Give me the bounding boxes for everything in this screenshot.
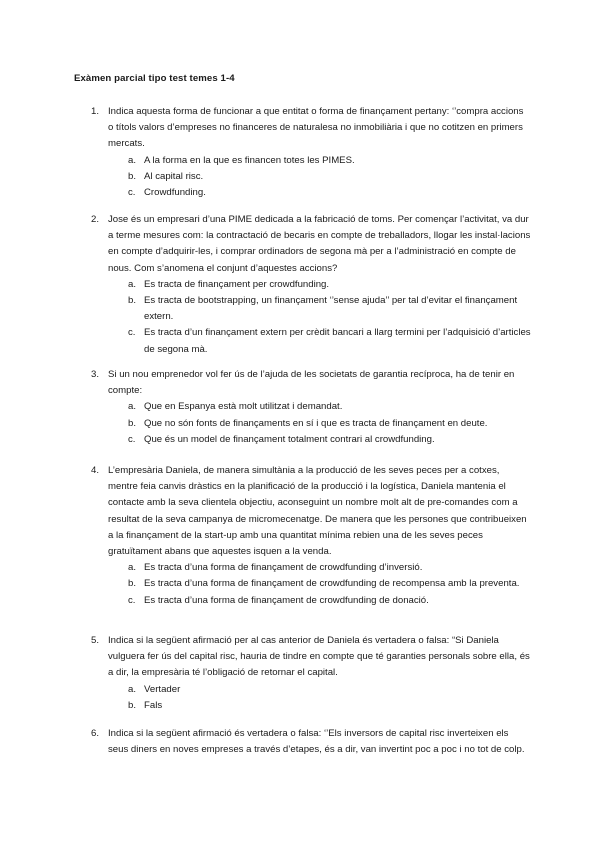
- question-text: Si un nou emprenedor vol fer ús de l’ajuda de les societats de garantia recíproca, ha de tenir en compte:: [108, 369, 515, 397]
- option-letter: b.: [128, 699, 137, 711]
- options-list: [108, 153, 531, 202]
- option-a[interactable]: [108, 277, 531, 293]
- option-b[interactable]: [108, 698, 531, 714]
- question-text: Indica si la següent afirmació per al cas anterior de Daniela és vertadera o falsa: “Si Daniela vulguera fer ús del capital risc, hauria de tindre en compte que té garanties personals sobre ella, és a dir, la empresària té l’obligació de retornar el capital.: [108, 635, 530, 679]
- question-number: 5.: [91, 635, 100, 646]
- option-letter: c.: [128, 187, 136, 199]
- option-text: A la forma en la que es financen totes les PIMES.: [144, 154, 355, 166]
- options-list: [108, 560, 531, 609]
- option-letter: b.: [128, 295, 137, 307]
- question-number: 3.: [91, 369, 100, 380]
- option-c[interactable]: [108, 432, 531, 448]
- option-text: Al capital risc.: [144, 170, 204, 182]
- option-c[interactable]: [108, 325, 531, 357]
- question-number: 2.: [91, 214, 100, 225]
- option-text: Fals: [144, 699, 163, 711]
- option-letter: a.: [128, 401, 137, 413]
- option-b[interactable]: [108, 576, 531, 592]
- question-text: L’empresària Daniela, de manera simultània a la producció de les seves peces per a cotxes, mentre feia canvis dràstics en la planificació de la producció i la logística, Daniela mantenia el contacte amb la seva clientela objectiu, aconseguint un nombre molt alt de pre-comandes com a resultat de la seva campanya de micromecenatge. De manera que les persones que contribueixen a la finançament de la start-up amb una quantitat mínima rebien una de les seves peces gratuïtament abans que aquestes isquen a la venda.: [108, 465, 527, 558]
- option-text: Vertader: [144, 683, 181, 695]
- question-text: Indica aquesta forma de funcionar a que entitat o forma de finançament pertany: ‘’compra accions o títols valors d’empreses no financeres de naturalesa no inmobiliària i que no cotitzen en primers mercats.: [108, 106, 524, 150]
- exam-title: Exàmen parcial tipo test temes 1-4: [74, 73, 235, 84]
- option-letter: a.: [128, 562, 137, 574]
- option-text: Que no són fonts de finançaments en sí i que es tracta de finançament en deute.: [144, 417, 488, 429]
- question-text: Indica si la següent afirmació és vertadera o falsa: ‘’Els inversors de capital risc inverteixen els seus diners en noves empreses a través d’etapes, és a dir, van invertint poc a poc i no tot de colp.: [108, 728, 525, 756]
- options-list: [108, 682, 531, 714]
- option-a[interactable]: [108, 399, 531, 415]
- option-text: Es tracta d’un finançament extern per crèdit bancari a llarg termini per l’adquisició d’articles de segona mà.: [144, 327, 531, 355]
- option-c[interactable]: [108, 185, 531, 201]
- question-1: [91, 104, 531, 201]
- question-3: [91, 367, 531, 448]
- option-text: Crowdfunding.: [144, 187, 206, 199]
- option-letter: a.: [128, 154, 137, 166]
- question-number: 4.: [91, 465, 100, 476]
- option-letter: c.: [128, 594, 136, 606]
- option-text: Es tracta d’una forma de finançament de crowdfunding de recompensa amb la preventa.: [144, 578, 520, 590]
- options-list: [108, 399, 531, 448]
- option-text: Es tracta de bootstrapping, un finançament ‘’sense ajuda’’ per tal d’evitar el finançament extern.: [144, 295, 518, 323]
- option-letter: b.: [128, 417, 137, 429]
- question-5: [91, 633, 531, 714]
- option-c[interactable]: [108, 593, 531, 609]
- option-letter: c.: [128, 433, 136, 445]
- option-letter: c.: [128, 327, 136, 339]
- option-text: Es tracta d’una forma de finançament de crowdfunding de donació.: [144, 594, 429, 606]
- option-text: Es tracta de finançament per crowdfunding.: [144, 278, 330, 290]
- option-letter: b.: [128, 170, 137, 182]
- option-letter: a.: [128, 278, 137, 290]
- options-list: [108, 277, 531, 358]
- question-6: [91, 726, 531, 758]
- option-letter: a.: [128, 683, 137, 695]
- question-text: Jose és un empresari d’una PIME dedicada a la fabricació de toms. Per començar l’activitat, va dur a terme mesures com: la contractació de becaris en compte de treballadors, llogar les instal·lacions en compte d’adquirir-les, i comprar ordinadors de segona mà per a l’administració en compte de nous. Com s’anomena el conjunt d’aquestes accions?: [108, 214, 531, 274]
- question-number: 1.: [91, 106, 100, 117]
- question-4: [91, 463, 531, 609]
- question-2: [91, 212, 531, 358]
- option-a[interactable]: [108, 153, 531, 169]
- option-a[interactable]: [108, 682, 531, 698]
- option-text: Es tracta d’una forma de finançament de crowdfunding d’inversió.: [144, 562, 423, 574]
- option-letter: b.: [128, 578, 137, 590]
- option-a[interactable]: [108, 560, 531, 576]
- option-b[interactable]: [108, 293, 531, 325]
- option-text: Que és un model de finançament totalment contrari al crowdfunding.: [144, 433, 435, 445]
- option-b[interactable]: [108, 416, 531, 432]
- option-text: Que en Espanya està molt utilitzat i demandat.: [144, 401, 343, 413]
- option-b[interactable]: [108, 169, 531, 185]
- question-number: 6.: [91, 728, 100, 739]
